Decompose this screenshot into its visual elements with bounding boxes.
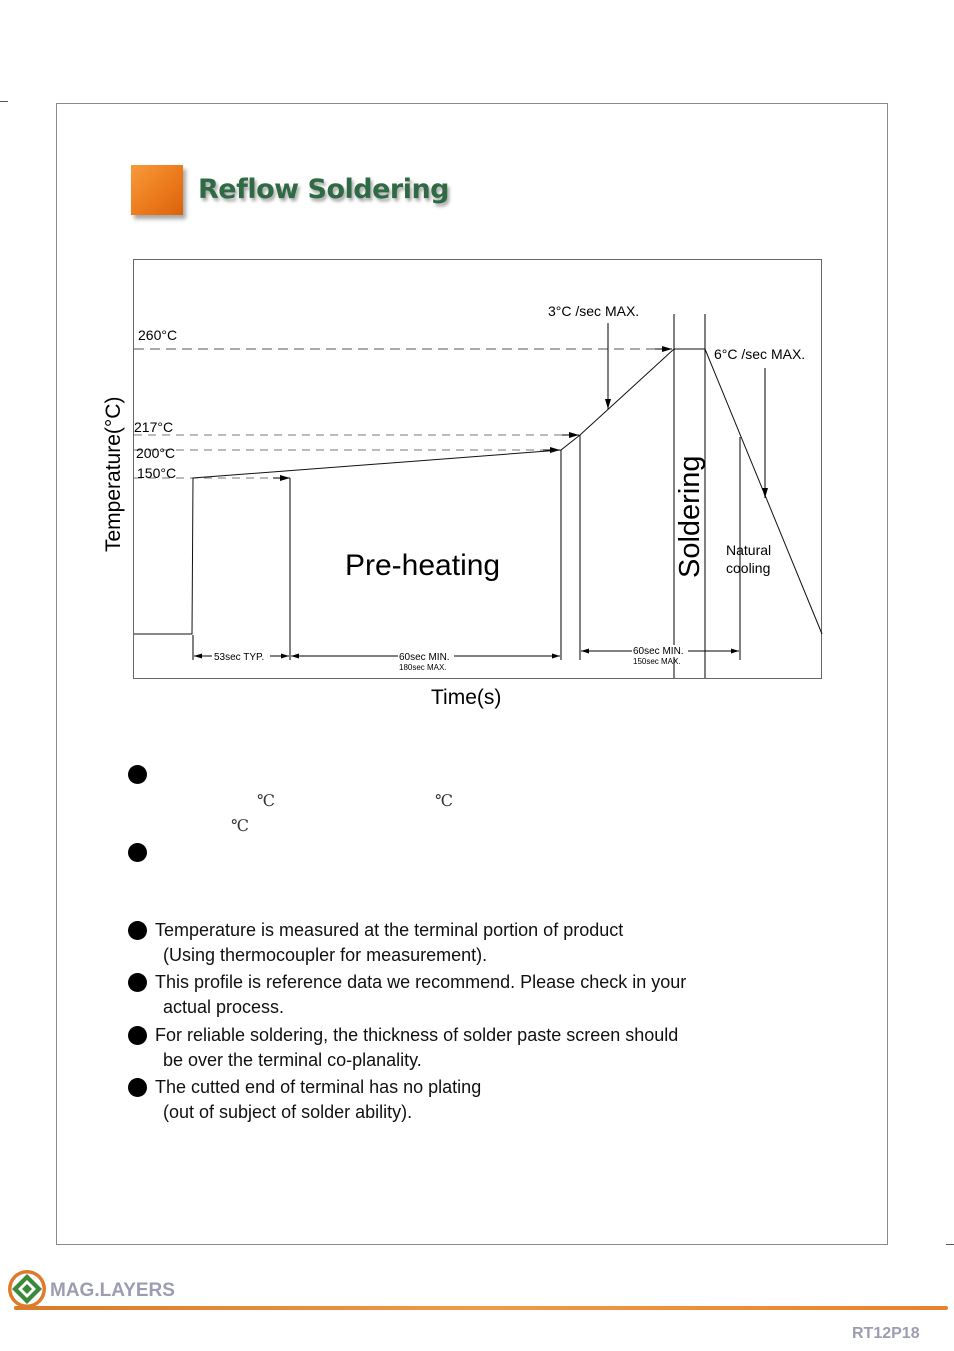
reflow-profile-line [134,349,822,634]
temp-label-150: 150°C [137,465,177,481]
ramp-down-label: 6°C /sec MAX. [714,346,806,362]
preheat-max-label: 180sec MAX. [399,663,447,672]
note-line: This profile is reference data we recommend. Please check in your [155,972,687,992]
cooling-label: cooling [726,560,771,576]
preheating-label: Pre-heating [345,549,501,582]
note-line: The cutted end of terminal has no plating [155,1077,482,1097]
temp-label-260: 260°C [138,327,178,343]
footer-divider [14,1306,948,1310]
brand-name: MAG.LAYERS [50,1280,175,1301]
note-line: For reliable soldering, the thickness of solder paste screen should [155,1025,679,1045]
temp-label-217: 217°C [134,419,174,435]
note-line: be over the terminal co-planality. [163,1050,422,1070]
bullet-icon [128,1026,147,1045]
degree-symbol: ℃ [435,791,453,810]
plot-area [134,260,822,679]
bullet-icon [128,765,147,784]
degree-symbol: ℃ [257,791,275,810]
note-4 [155,1075,481,1125]
bullet-icon [128,843,147,862]
preheat-min-label: 60sec MIN. [399,652,450,663]
bullet-icon [128,1078,147,1097]
crop-mark [946,1244,954,1245]
y-axis-label: Temperature(°C) [102,396,125,552]
note-2 [155,970,686,1020]
cooling-label: Natural [726,542,772,558]
typ-label: 53sec TYP. [214,652,265,663]
x-axis-label: Time(s) [431,686,502,709]
soldering-label: Soldering [674,455,706,578]
note-line: actual process. [163,997,285,1017]
solder-max-label: 150sec MAX. [633,657,681,666]
temp-label-200: 200°C [136,445,176,461]
page-title: Reflow Soldering [198,174,450,205]
note-line: Temperature is measured at the terminal portion of product [155,920,624,940]
bullet-icon [128,973,147,992]
note-3 [155,1023,678,1073]
note-1 [155,918,623,968]
degree-symbol: ℃ [231,816,249,835]
bullet-icon [128,921,147,940]
note-line: (out of subject of solder ability). [163,1102,413,1122]
solder-min-label: 60sec MIN. [633,646,684,657]
document-code: RT12P18 [852,1325,920,1342]
ramp-up-label: 3°C /sec MAX. [548,303,640,319]
mag-layers-logo-icon [6,1268,48,1310]
note-line: (Using thermocoupler for measurement). [163,945,488,965]
